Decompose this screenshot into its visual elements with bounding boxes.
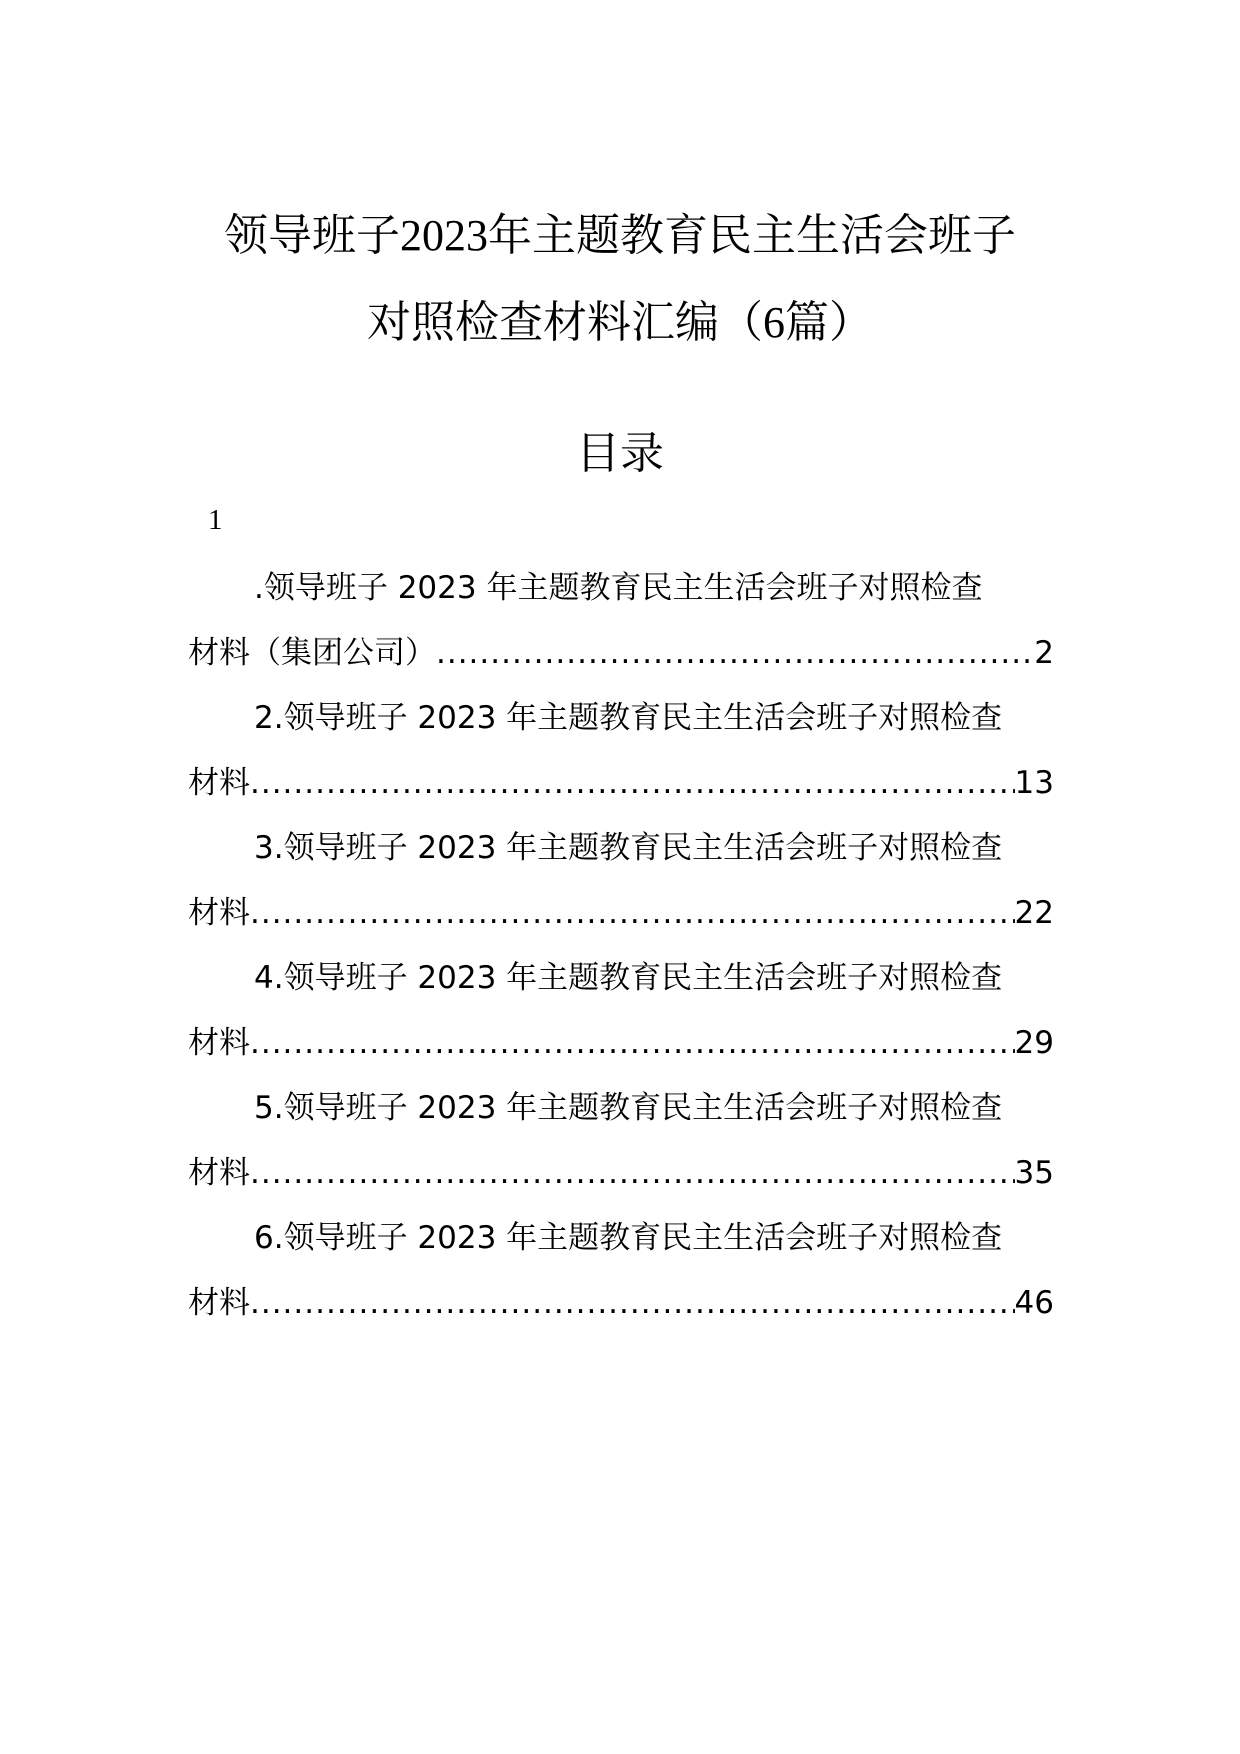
toc-entry-continuation (188, 1141, 1054, 1206)
toc-dot-leader (250, 1141, 1015, 1206)
toc-dot-leader (250, 1011, 1015, 1076)
toc-page-number: 13 (1014, 765, 1054, 801)
toc-entry-tail: 材料 (188, 1285, 250, 1321)
toc-dot-leader (250, 881, 1015, 946)
toc-page-number: 46 (1014, 1285, 1054, 1321)
toc-entry-continuation (188, 621, 1054, 686)
toc-entry-3[interactable] (188, 816, 1054, 946)
toc-entry-continuation (188, 881, 1054, 946)
toc-entry-2[interactable] (188, 686, 1054, 816)
toc-dot-leader (250, 1271, 1015, 1336)
toc-page-number: 22 (1014, 895, 1054, 931)
document-title-line-1 (150, 206, 1090, 266)
toc-page-number: 2 (1034, 635, 1054, 671)
toc-entry-1[interactable] (188, 556, 1054, 686)
toc-entry-tail: 材料（集团公司） (188, 635, 436, 671)
title-year: 2023 (400, 211, 488, 260)
title-text-part: 对照检查材料汇编（ (367, 297, 763, 348)
document-title-line-2 (150, 293, 1090, 353)
toc-dot-leader (436, 621, 1034, 686)
title-text-part: 领导班子 (224, 210, 400, 261)
toc-heading: 目录 (576, 428, 664, 479)
toc-entry-continuation (188, 751, 1054, 816)
toc-entry-tail: 材料 (188, 895, 250, 931)
title-text-part: 篇） (785, 297, 873, 348)
toc-entry-continuation (188, 1011, 1054, 1076)
toc-entry-title: 3.领导班子 2023 年主题教育民主生活会班子对照检查 (254, 830, 1003, 866)
toc-entry-title: .领导班子 2023 年主题教育民主生活会班子对照检查 (254, 570, 983, 606)
toc-page-number: 35 (1014, 1155, 1054, 1191)
toc-entry-tail: 材料 (188, 1155, 250, 1191)
table-of-contents (188, 556, 1054, 1336)
title-text-part: 年主题教育民主生活会班子 (488, 210, 1016, 261)
toc-entry-6[interactable] (188, 1206, 1054, 1336)
toc-entry-title: 6.领导班子 2023 年主题教育民主生活会班子对照检查 (254, 1220, 1003, 1256)
toc-entry-5[interactable] (188, 1076, 1054, 1206)
toc-entry-continuation (188, 1271, 1054, 1336)
toc-stray-number: 1 (208, 504, 223, 536)
toc-entry-title: 5.领导班子 2023 年主题教育民主生活会班子对照检查 (254, 1090, 1003, 1126)
toc-dot-leader (250, 751, 1015, 816)
toc-entry-tail: 材料 (188, 765, 250, 801)
toc-entry-title: 4.领导班子 2023 年主题教育民主生活会班子对照检查 (254, 960, 1003, 996)
title-count: 6 (763, 298, 785, 347)
toc-entry-tail: 材料 (188, 1025, 250, 1061)
toc-entry-4[interactable] (188, 946, 1054, 1076)
toc-entry-title: 2.领导班子 2023 年主题教育民主生活会班子对照检查 (254, 700, 1003, 736)
toc-page-number: 29 (1014, 1025, 1054, 1061)
